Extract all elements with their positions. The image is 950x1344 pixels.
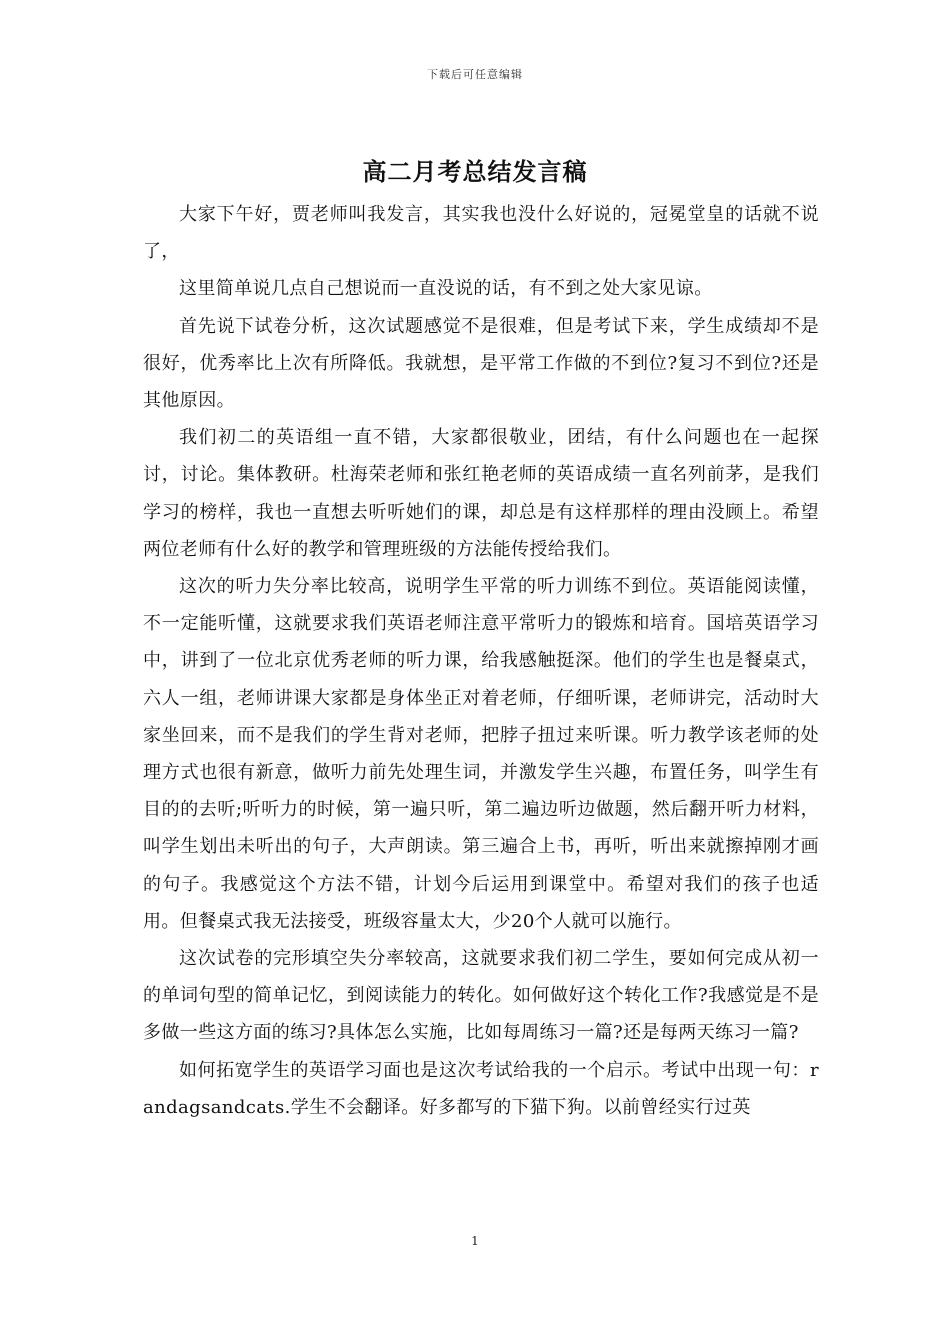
header-note: 下载后可任意编辑	[427, 68, 523, 81]
paragraph-intro: 这里简单说几点自己想说而一直没说的话，有不到之处大家见谅。	[179, 278, 713, 300]
document-title: 高二月考总结发言稿	[362, 157, 588, 186]
document-body	[143, 196, 819, 1126]
paragraph-listening: 这次的听力失分率比较高，说明学生平常的听力训练不到位。英语能阅读懂，不一定能听懂，这就要求我们英语老师注意平常听力的锻炼和培育。国培英语学习中，讲到了一位北京优秀老师的听力课，给我感触挺深。他们的学生也是餐桌式，六人一组，老师讲课大家都是身体坐正对着老师，仔细听课，老师讲完，活动时大家坐回来，而不是我们的学生背对老师，把脖子扭过来听课。听力教学该老师的处理方式也很有新意，做听力前先处理生词，并激发学生兴趣，布置任务，叫学生有目的的去听;听听力的时候，第一遍只听，第二遍边听边做题，然后翻开听力材料，叫学生划出未听出的句子，大声朗读。第三遍合上书，再听，听出来就擦掉刚才画的句子。我感觉这个方法不错，计划今后运用到课堂中。希望对我们的孩子也适用。但餐桌式我无法接受，班级容量太大，少20个人就可以施行。	[143, 576, 819, 932]
paragraph-broadening: 如何拓宽学生的英语学习面也是这次考试给我的一个启示。考试中出现一句：randagsandcats.学生不会翻译。好多都写的下猫下狗。以前曾经实行过英	[143, 1059, 819, 1118]
paragraph-greeting: 大家下午好，贾老师叫我发言，其实我也没什么好说的，冠冕堂皇的话就不说了，	[143, 204, 819, 263]
paragraph-cloze: 这次试卷的完形填空失分率较高，这就要求我们初二学生，要如何完成从初一的单词句型的简单记忆，到阅读能力的转化。如何做好这个转化工作?我感觉是不是多做一些这方面的练习?具体怎么实施，比如每周练习一篇?还是每两天练习一篇?	[143, 948, 819, 1044]
paragraph-english-group: 我们初二的英语组一直不错，大家都很敬业，团结，有什么问题也在一起探讨，讨论。集体教研。杜海荣老师和张红艳老师的英语成绩一直名列前茅，是我们学习的榜样，我也一直想去听听她们的课，却总是有这样那样的理由没顾上。希望两位老师有什么好的教学和管理班级的方法能传授给我们。	[143, 427, 819, 560]
paragraph-exam-analysis: 首先说下试卷分析，这次试题感觉不是很难，但是考试下来，学生成绩却不是很好，优秀率比上次有所降低。我就想，是平常工作做的不到位?复习不到位?还是其他原因。	[143, 315, 819, 412]
page-number: 1	[471, 1234, 479, 1248]
